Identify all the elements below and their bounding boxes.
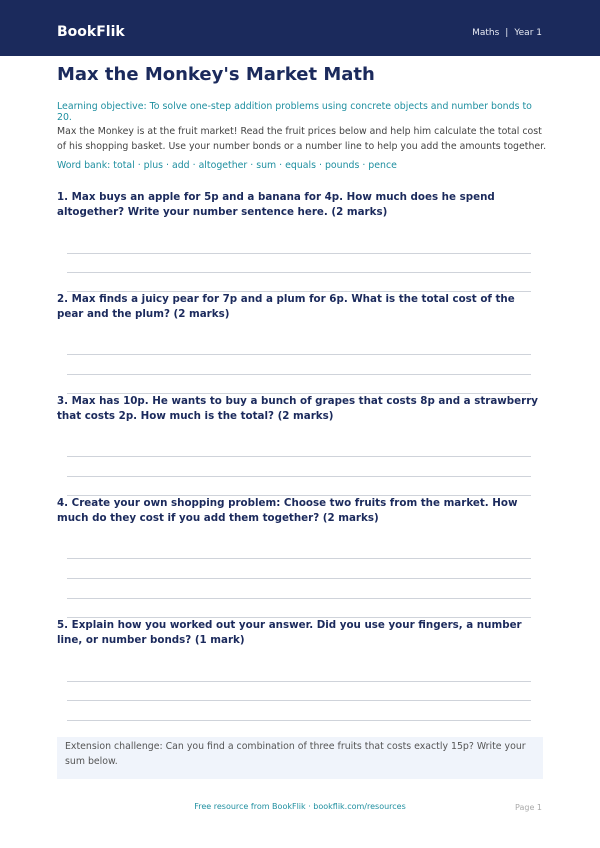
question-3: 3. Max has 10p. He wants to buy a bunch of grapes that costs 8p and a strawberry that costs 2p. How much is the total? (2 marks) (57, 395, 539, 422)
meta-separator: | (505, 28, 509, 38)
answer-line[interactable] (67, 272, 531, 273)
learning-objective: Learning objective: To solve one-step addition problems using concrete objects and number bonds to 20. (57, 101, 532, 123)
answer-line[interactable] (67, 700, 531, 701)
answer-line[interactable] (67, 253, 531, 254)
subject-year (472, 28, 542, 38)
answer-line[interactable] (67, 720, 531, 721)
intro-text: Max the Monkey is at the fruit market! Read the fruit prices below and help him calculate the total cost of his shopping basket. Use your number bonds or a number line to help you add the amounts together. (57, 126, 547, 152)
word-bank: Word bank: total · plus · add · altogether · sum · equals · pounds · pence (57, 160, 397, 171)
year-label: Year 1 (514, 28, 542, 38)
question-5: 5. Explain how you worked out your answer. Did you use your fingers, a number line, or number bonds? (1 mark) (57, 619, 522, 646)
subject-label: Maths (472, 28, 500, 38)
answer-line[interactable] (67, 578, 531, 579)
question-4: 4. Create your own shopping problem: Choose two fruits from the market. How much do they cost if you add them together? (2 marks) (57, 497, 518, 524)
answer-line[interactable] (67, 558, 531, 559)
question-2: 2. Max finds a juicy pear for 7p and a plum for 6p. What is the total cost of the pear and the plum? (2 marks) (57, 293, 515, 320)
question-1: 1. Max buys an apple for 5p and a banana for 4p. How much does he spend altogether? Write your number sentence here. (2 marks) (57, 191, 495, 218)
brand-logo: BookFlik (57, 24, 125, 40)
answer-line[interactable] (67, 681, 531, 682)
footer-link[interactable]: Free resource from BookFlik · bookflik.com/resources (194, 802, 406, 811)
page-header (0, 0, 600, 56)
page-number: Page 1 (515, 803, 542, 812)
worksheet-title: Max the Monkey's Market Math (57, 64, 375, 85)
extension-challenge: Extension challenge: Can you find a combination of three fruits that costs exactly 15p? Write your sum below. (57, 737, 543, 779)
answer-line[interactable] (67, 456, 531, 457)
answer-line[interactable] (67, 476, 531, 477)
answer-line[interactable] (67, 354, 531, 355)
answer-line[interactable] (67, 374, 531, 375)
answer-line[interactable] (67, 598, 531, 599)
